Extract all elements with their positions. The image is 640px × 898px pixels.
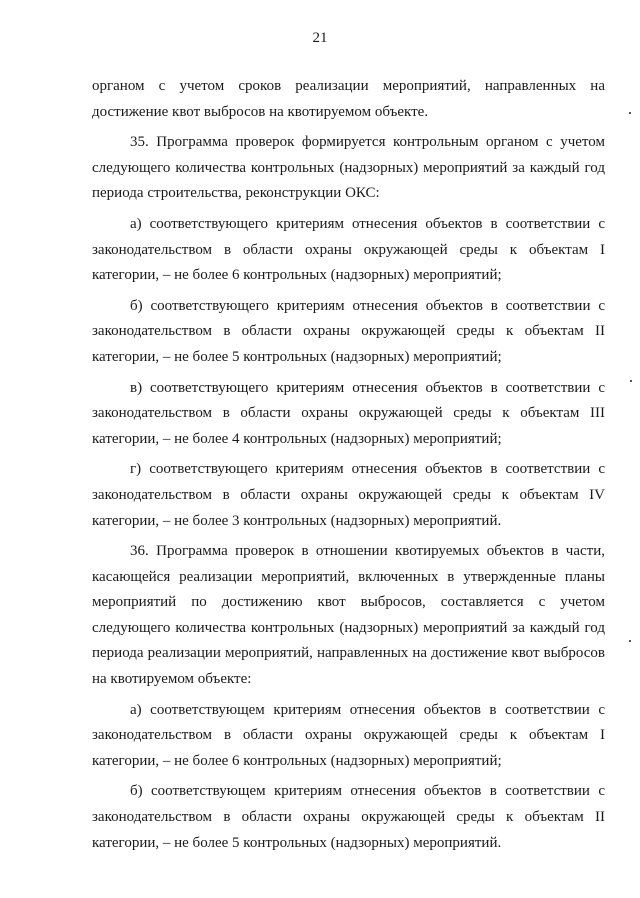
paragraph-35-item-c: в) соответствующего критериям отнесения объектов в соответствии с законодательством в области охраны окружающей среды к объектам III категории, – не более 4 контрольных (надзорных) мероприятий; — [92, 379, 605, 447]
paragraph-36-item-a: а) соответствующем критериям отнесения объектов в соответствии с законодательством в области охраны окружающей среды к объектам I категории, – не более 6 контрольных (надзорных) мероприятий; — [92, 701, 605, 769]
scan-speck — [630, 380, 632, 382]
paragraph-35-item-a: а) соответствующего критериям отнесения объектов в соответствии с законодательством в области охраны окружающей среды к объектам I категории, – не более 6 контрольных (надзорных) мероприятий; — [92, 215, 605, 284]
scan-speck — [629, 112, 631, 114]
page-number: 21 — [312, 30, 328, 46]
paragraph-continuation: органом с учетом сроков реализации мероприятий, направленных на достижение квот выбросов на квотируемом объекте. — [92, 78, 605, 120]
scan-speck — [629, 640, 631, 642]
paragraph-35: 35. Программа проверок формируется контрольным органом с учетом следующего количества контрольных (надзорных) мероприятий за каждый год периода строительства, реконструкции ОКС: — [92, 134, 605, 202]
paragraph-36-item-b: б) соответствующем критериям отнесения объектов в соответствии с законодательством в области охраны окружающей среды к объектам II категории, – не более 5 контрольных (надзорных) мероприятий. — [92, 783, 605, 851]
document-body — [92, 74, 605, 856]
paragraph-35-item-b: б) соответствующего критериям отнесения объектов в соответствии с законодательством в области охраны окружающей среды к объектам II категории, – не более 5 контрольных (надзорных) мероприятий; — [92, 297, 605, 365]
paragraph-35-item-d: г) соответствующего критериям отнесения объектов в соответствии с законодательством в области охраны окружающей среды к объектам IV категории, – не более 3 контрольных (надзорных) мероприятий. — [92, 461, 605, 529]
paragraph-36: 36. Программа проверок в отношении квотируемых объектов в части, касающейся реализации мероприятий, включенных в утвержденные планы мероприятий по достижению квот выбросов, составляется с учетом следующего количества контрольных (надзорных) мероприятий за каждый год периода реализации мероприятий, направленных на достижение квот выбросов на квотируемом объекте: — [92, 543, 605, 688]
